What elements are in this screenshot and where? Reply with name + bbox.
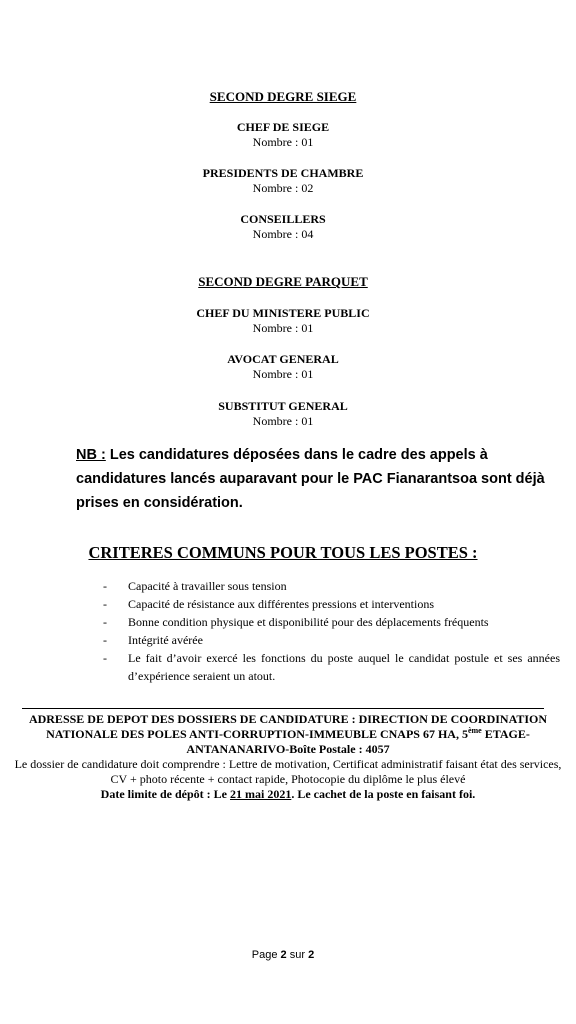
post-count: Nombre : 01 <box>252 321 314 335</box>
divider-line <box>22 708 544 709</box>
section-title-parquet: SECOND DEGRE PARQUET <box>198 274 368 289</box>
criteria-item: - Capacité de résistance aux différentes pressions et interventions <box>103 597 435 611</box>
criteria-item: - Bonne condition physique et disponibilité pour des déplacements fréquents <box>103 615 489 629</box>
post-count: Nombre : 02 <box>252 181 314 195</box>
address-heading: ADRESSE DE DEPOT DES DOSSIERS DE CANDIDATURE : DIRECTION DE COORDINATION NATIONALE DES POLES ANTI-CORRUPTION-IMMEUBLE CNAPS 67 HA, 5ème ETAGE-ANTANANARIVO-Boîte Postale : 4057 <box>28 712 548 756</box>
post-name: AVOCAT GENERAL <box>227 352 339 366</box>
criteria-list <box>98 577 560 685</box>
page-number-footer: Page 2 sur 2 <box>251 949 315 961</box>
post-count: Nombre : 01 <box>252 367 314 381</box>
post-substitut-general <box>0 399 566 429</box>
post-count: Nombre : 01 <box>252 135 314 149</box>
bullet-dash: - <box>103 597 107 611</box>
bullet-dash: - <box>103 651 107 665</box>
post-count: Nombre : 01 <box>252 414 314 428</box>
post-avocat-general <box>0 352 566 382</box>
criteria-item: - Le fait d’avoir exercé les fonctions du poste auquel le candidat postule et ses années d’expérience seraient un atout. <box>103 651 560 683</box>
bullet-dash: - <box>103 615 107 629</box>
address-block <box>6 712 570 802</box>
deadline-date: 21 mai 2021 <box>229 787 292 801</box>
post-conseillers <box>0 212 566 242</box>
post-name: CHEF DE SIEGE <box>236 120 330 134</box>
post-chef-de-siege <box>0 120 566 150</box>
criteria-item: - Intégrité avérée <box>103 633 203 647</box>
dossier-requirements: Le dossier de candidature doit comprendre : Lettre de motivation, Certificat administratif faisant état des services, CV + photo récente + contact rapide, Photocopie du diplôme le plus élevé <box>14 757 562 786</box>
bullet-dash: - <box>103 633 107 647</box>
bullet-dash: - <box>103 579 107 593</box>
post-name: PRESIDENTS DE CHAMBRE <box>202 166 364 180</box>
criteria-title: CRITERES COMMUNS POUR TOUS LES POSTES : <box>88 543 478 562</box>
deadline-line: Date limite de dépôt : Le 21 mai 2021. Le cachet de la poste en faisant foi. <box>100 787 476 801</box>
post-name: SUBSTITUT GENERAL <box>218 399 348 413</box>
nb-text: Les candidatures déposées dans le cadre des appels à candidatures lancés auparavant pour le PAC Fianarantsoa sont déjà prises en considération. <box>76 447 545 511</box>
post-name: CONSEILLERS <box>240 212 326 226</box>
nb-paragraph <box>76 443 556 515</box>
post-chef-ministere-public <box>0 306 566 336</box>
nb-label: NB : <box>76 447 106 463</box>
post-name: CHEF DU MINISTERE PUBLIC <box>196 306 370 320</box>
post-count: Nombre : 04 <box>252 227 314 241</box>
section-title-siege: SECOND DEGRE SIEGE <box>209 89 357 104</box>
criteria-item: - Capacité à travailler sous tension <box>103 579 287 593</box>
post-presidents-de-chambre <box>0 166 566 196</box>
